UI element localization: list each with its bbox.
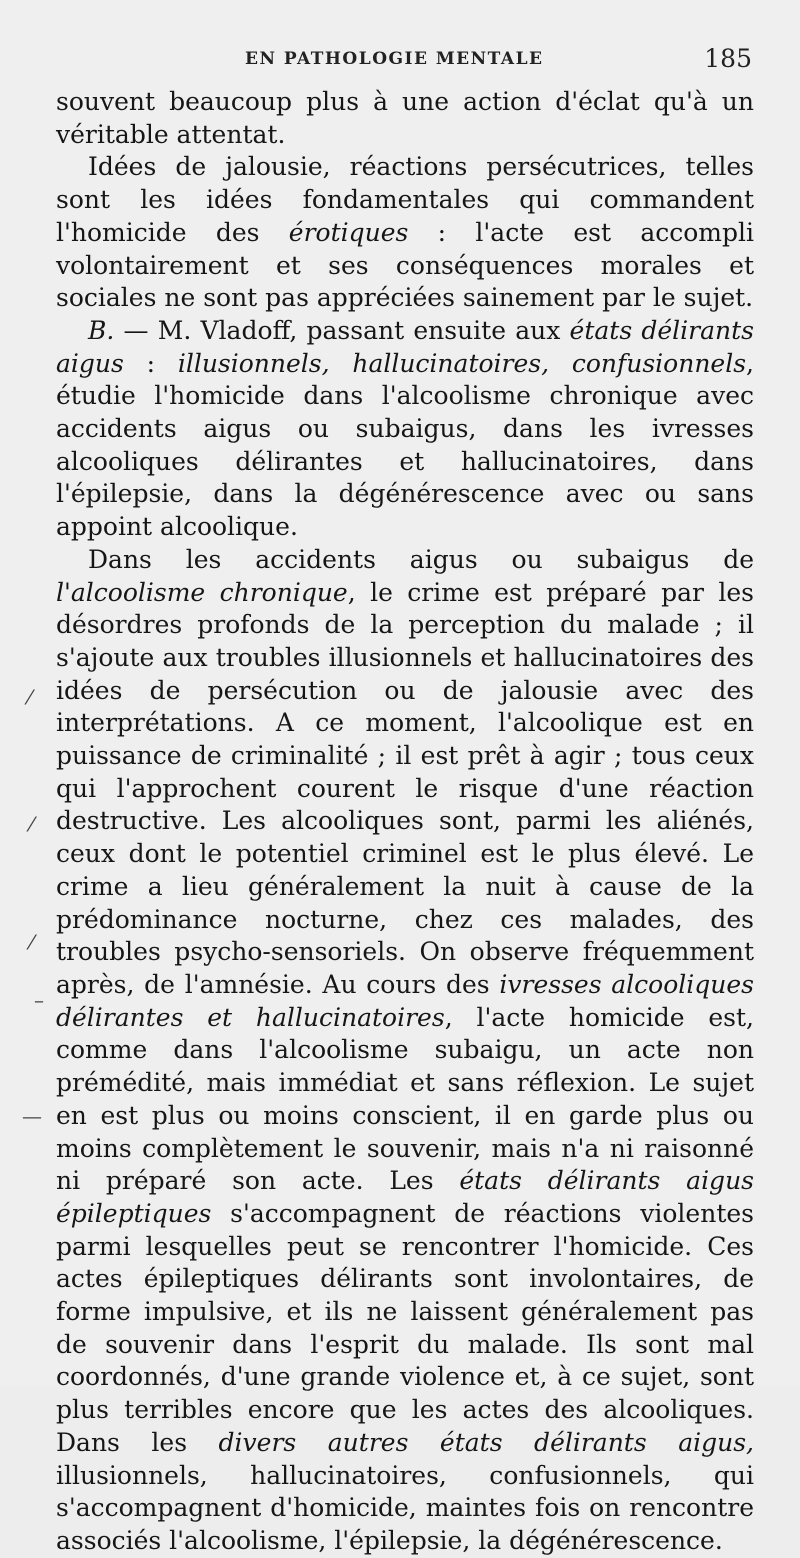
margin-mark: ⁄ xyxy=(30,930,34,954)
margin-mark: – xyxy=(34,988,44,1012)
text-run: — M. Vladoff, passant ensuite aux xyxy=(114,315,570,345)
italic-text: érotiques xyxy=(288,217,409,247)
paragraph xyxy=(56,86,754,151)
body-text xyxy=(56,86,754,1558)
italic-text: divers autres états délirants aigus, xyxy=(218,1427,754,1457)
italic-text: états délirants aigus épileptiques xyxy=(56,1166,754,1228)
text-run: , étudie l'homicide dans l'alcoolisme chronique avec accidents aigus ou subaigus, dans les ivresses alcooliques délirantes et hallucinatoires, dans l'épilepsie, dans la dégénérescence avec ou sans appoint alcoolique. xyxy=(56,348,754,542)
italic-text: illusionnels, hallucinatoires, confusionnels xyxy=(177,348,747,378)
text-run: , l'acte homicide est, comme dans l'alcoolisme subaigu, un acte non prémédité, mais immédiat et sans réflexion. Le sujet en est plus ou moins conscient, il en garde plus ou moins complètement le souvenir, mais n'a ni raisonné ni préparé son acte. Les xyxy=(56,1002,755,1196)
text-run: illusionnels, hallucinatoires, confusionnels, qui s'accompagnent d'homicide, maintes fois on rencontre associés l'alcoolisme, l'épilepsie, la dégénérescence. xyxy=(56,1460,754,1555)
text-run: : l'acte est accompli volontairement et ses conséquences morales et sociales ne sont pas appréciées sainement par le sujet. xyxy=(56,217,754,313)
italic-text: B. xyxy=(88,315,115,345)
text-run: Dans les accidents aigus ou subaigus de xyxy=(88,544,754,574)
margin-mark: ⁄ xyxy=(30,812,34,836)
text-run: s'accompagnent de réactions violentes parmi lesquelles peut se rencontrer l'homicide. Ces actes épileptiques délirants sont involontaires, de forme impulsive, et ils ne laissent généralement pas de souvenir dans l'esprit du malade. Ils sont mal coordonnés, d'une grande violence et, à ce sujet, sont plus terribles encore que les actes des alcooliques. Dans les xyxy=(56,1198,754,1457)
paragraph xyxy=(56,315,754,544)
italic-text: états délirants aigus xyxy=(56,315,754,378)
margin-mark: — xyxy=(22,1104,42,1128)
italic-text: ivresses alcooliques délirantes et hallucinatoires xyxy=(56,969,754,1032)
page-number: 185 xyxy=(704,44,752,73)
paragraph xyxy=(56,151,754,315)
text-run: , le crime est préparé par les désordres profonds de la perception du malade ; il s'ajoute aux troubles illusionnels et hallucinatoires des idées de persécution ou de jalousie avec des interprétations. A ce moment, l'alcoolique est en puissance de criminalité ; il est prêt à agir ; tous ceux qui l'approchent courent le risque d'une réaction destructive. Les alcooliques sont, parmi les aliénés, ceux dont le potentiel criminel est le plus élevé. Le crime a lieu généralement la nuit à cause de la prédominance nocturne, chez ces malades, des troubles psycho-sensoriels. On observe fréquemment après, de l'amnésie. Au cours des xyxy=(56,577,754,999)
page-header xyxy=(0,44,800,80)
text-run: Idées de jalousie, réactions persécutrices, telles sont les idées fondamentales qui commandent l'homicide des xyxy=(56,152,754,247)
text-run: souvent beaucoup plus à une action d'éclat qu'à un véritable attentat. xyxy=(56,87,754,149)
text-run: : xyxy=(123,348,178,378)
italic-text: l'alcoolisme chronique xyxy=(56,577,348,607)
margin-mark: ⁄ xyxy=(28,685,32,709)
running-head: EN PATHOLOGIE MENTALE xyxy=(245,49,544,69)
paragraph xyxy=(56,544,754,1558)
